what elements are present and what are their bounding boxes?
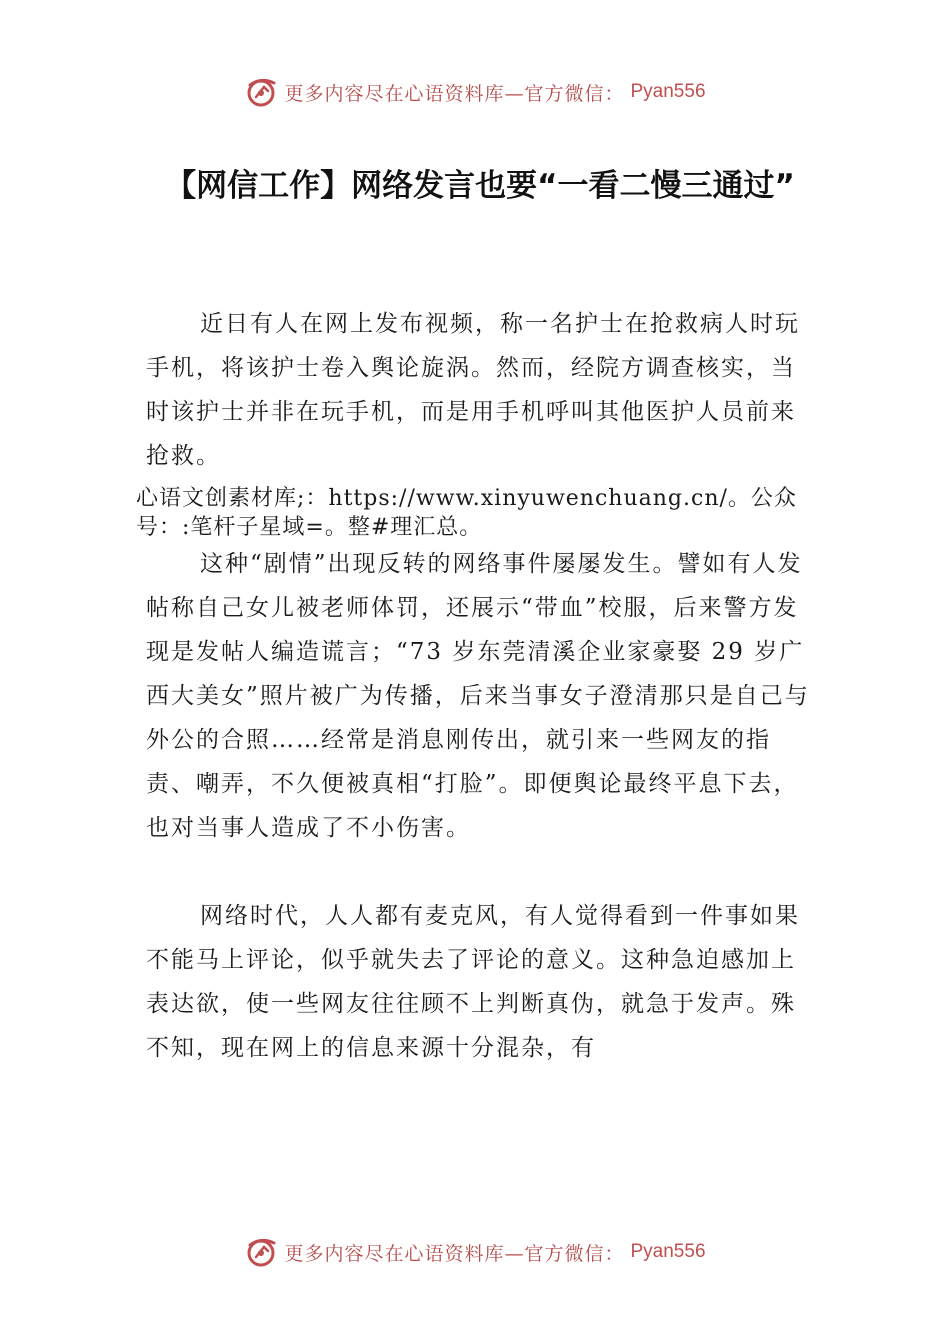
document-title: 【网信工作】网络发言也要“一看二慢三通过” [165,168,795,204]
brand-logo-icon [244,1235,278,1269]
paragraph-2 [146,542,816,850]
paragraph-1 [146,302,816,478]
footer-banner-text: 更多内容尽在心语资料库—官方微信： [284,1242,625,1265]
footer-wechat-id: Pyan556 [630,1241,706,1262]
header-banner-text: 更多内容尽在心语资料库—官方微信： [284,82,625,105]
header-banner [0,72,950,112]
paragraph-3 [146,894,816,1070]
source-note: 心语文创素材库;：https://www.xinyuwenchuang.cn/。公众号：:笔杆子星域=。整#理汇总。 [136,486,797,540]
paragraph-3-text: 网络时代，人人都有麦克风，有人觉得看到一件事如果不能马上评论，似乎就失去了评论的意义。这种急迫感加上表达欲，使一些网友往往顾不上判断真伪，就急于发声。殊不知，现在网上的信息来源十分混杂，有 [146,903,800,1061]
paragraph-2-text: 这种“剧情”出现反转的网络事件屡屡发生。譬如有人发帖称自己女儿被老师体罚，还展示“带血”校服，后来警方发现是发帖人编造谎言；“73 岁东莞清溪企业家豪娶 29 岁广西大美女”照片被广为传播，后来当事女子澄清那只是自己与外公的合照……经常是消息刚传出，就引来一些网友的指责、嘲弄，不久便被真相“打脸”。即便舆论最终平息下去，也对当事人造成了不小伤害。 [146,551,810,841]
brand-logo-icon [244,75,278,109]
footer-banner [0,1232,950,1272]
header-wechat-id: Pyan556 [630,81,706,102]
paragraph-1-text: 近日有人在网上发布视频，称一名护士在抢救病人时玩手机，将该护士卷入舆论旋涡。然而，经院方调查核实，当时该护士并非在玩手机，而是用手机呼叫其他医护人员前来抢救。 [146,311,800,469]
